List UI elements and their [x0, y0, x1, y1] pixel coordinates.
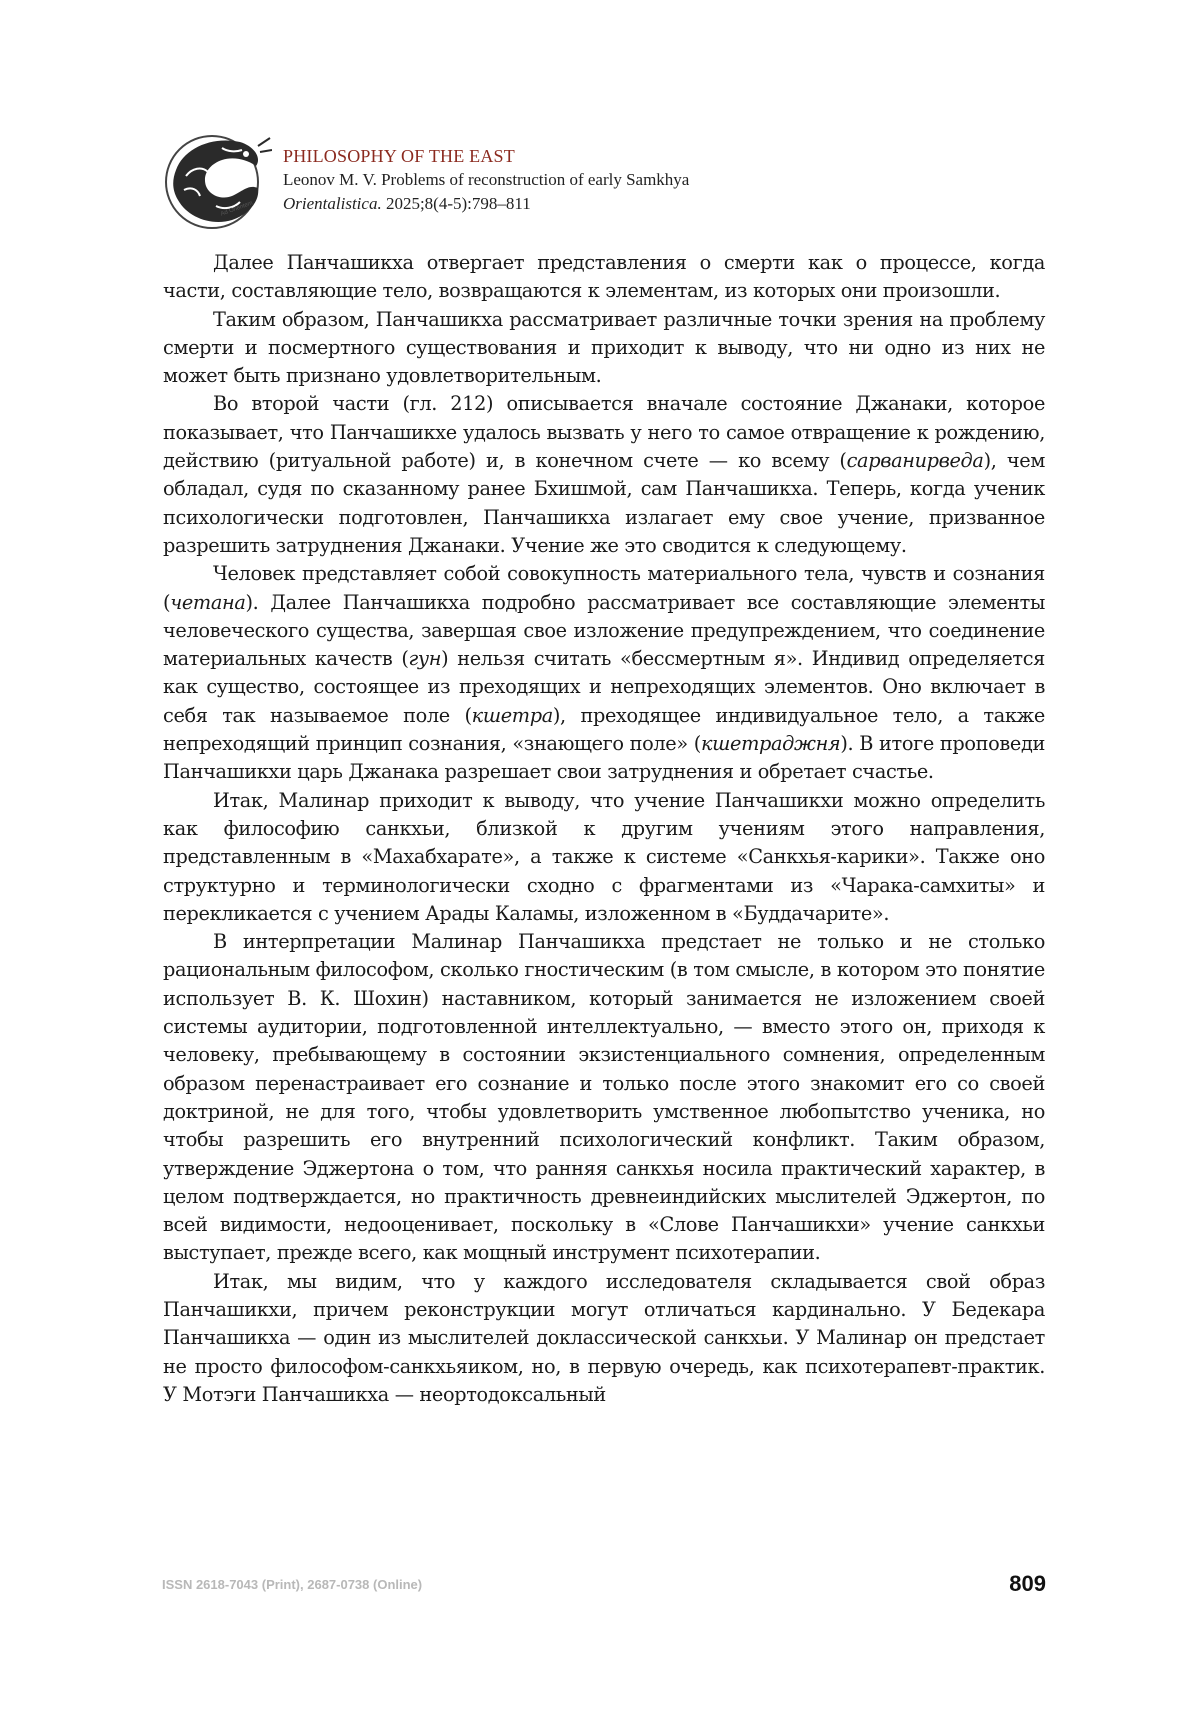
journal-name: Orientalistica.: [283, 194, 382, 213]
paragraph-4-text-b: ). Далее Панчашикха подробно рассматривает все составляющие элементы человеческого существа, завершая свое изложение предупреждением, что соединение материальных качеств (: [163, 590, 1045, 671]
dragon-emblem-icon: [162, 130, 272, 234]
logo-caption: Ad Orientem: [219, 200, 254, 218]
term-sarvanirveda: сарванирведа: [846, 449, 984, 473]
paragraph-2: Таким образом, Панчашикха рассматривает различные точки зрения на проблему смерти и посмертного существования и приходит к выводу, что ни одно из них не может быть признано удовлетворительным.: [163, 307, 1045, 388]
section-title: PHILOSOPHY OF THE EAST: [283, 146, 515, 166]
paragraph-4: [163, 560, 1045, 786]
paragraph-3-text-b: ), чем обладал, судя по сказанному ранее Бхишмой, сам Панчашикха. Теперь, когда ученик психологически подготовлен, Панчашикха излагает ему свое учение, призванное разрешить затруднения Джанаки. Учение же это сводится к следующему.: [163, 449, 1045, 557]
paragraph-4-text-e: ). В итоге проповеди Панчашикхи царь Джанака разрешает свои затруднения и обретает счастье.: [163, 732, 1045, 784]
paragraph-7: Итак, мы видим, что у каждого исследователя складывается свой образ Панчашикхи, причем реконструкции могут отличаться кардинально. У Бедекара Панчашикха — один из мыслителей доклассической санкхьи. У Малинар он предстает не просто философом-санкхьяиком, но, в первую очередь, как психотерапевт-практик. У Мотэги Панчашикха — неортодоксальный: [163, 1269, 1045, 1406]
article-reference: Leonov M. V. Problems of reconstruction of early Samkhya: [283, 170, 690, 189]
journal-citation: [283, 192, 689, 216]
issn-info: ISSN 2618-7043 (Print), 2687-0738 (Online): [162, 1577, 423, 1592]
term-kshetra: кшетра: [471, 703, 553, 727]
paragraph-1: Далее Панчашикха отвергает представления о смерти как о процессе, когда части, составляющие тело, возвращаются к элементам, из которых они произошли.: [163, 251, 1045, 303]
running-header: [162, 130, 1062, 230]
term-gun: гун: [408, 647, 442, 671]
paragraph-4-text-c: ) нельзя считать «бессмертным я». Индивид определяется как существо, состоящее из преходящих и непреходящих элементов. Оно включает в себя так называемое поле (: [163, 647, 1045, 727]
header-text-block: [283, 144, 689, 216]
article-body: [163, 249, 1045, 1409]
page-footer: [162, 1571, 1046, 1599]
paragraph-3: [163, 390, 1045, 560]
paragraph-4-text-a: Человек представляет собой совокупность материального тела, чувств и сознания (: [163, 562, 1045, 614]
page-number: 809: [1009, 1571, 1046, 1596]
paragraph-3-text-a: Во второй части (гл. 212) описывается вначале состояние Джанаки, которое показывает, что Панчашикхе удалось вызвать у него то самое отвращение к рождению, действию (ритуальной работе) и, в конечном счете — ко всему (: [163, 392, 1045, 473]
paragraph-4-text-d: ), преходящее индивидуальное тело, а также непреходящий принцип сознания, «знающего поле» (: [163, 703, 1045, 756]
paragraph-5: Итак, Малинар приходит к выводу, что учение Панчашикхи можно определить как философию санкхьи, близкой к другим учениям этого направления, представленным в «Махабхарате», а также к системе «Санкхья-карики». Также оно структурно и терминологически сходно с фрагментами из «Чарака-самхиты» и перекликается с учением Арады Каламы, изложенном в «Буддачарите».: [163, 788, 1045, 925]
journal-logo: [162, 130, 272, 234]
paragraph-6: В интерпретации Малинар Панчашикха предстает не только и не столько рациональным философом, сколько гностическим (в том смысле, в котором это понятие использует В. К. Шохин) наставником, который занимается не изложением своей системы аудитории, подготовленной интеллектуально, — вместо этого он, приходя к человеку, пребывающему в состоянии экзистенциального сомнения, определенным образом перенастраивает его сознание и только после этого знакомит его со своей доктриной, не для того, чтобы удовлетворить умственное любопытство ученика, но чтобы разрешить его внутренний психологический конфликт. Таким образом, утверждение Эджертона о том, что ранняя санкхья носила практический характер, в целом подтверждается, но практичность древнеиндийских мыслителей Эджертон, по всей видимости, недооценивает, поскольку в «Слове Панчашикхи» учение санкхьи выступает, прежде всего, как мощный инструмент психотерапии.: [163, 930, 1045, 1265]
term-kshetrajna: кшетраджня: [700, 732, 841, 756]
term-chetana: четана: [170, 590, 246, 614]
citation-details: 2025;8(4-5):798–811: [381, 194, 531, 213]
